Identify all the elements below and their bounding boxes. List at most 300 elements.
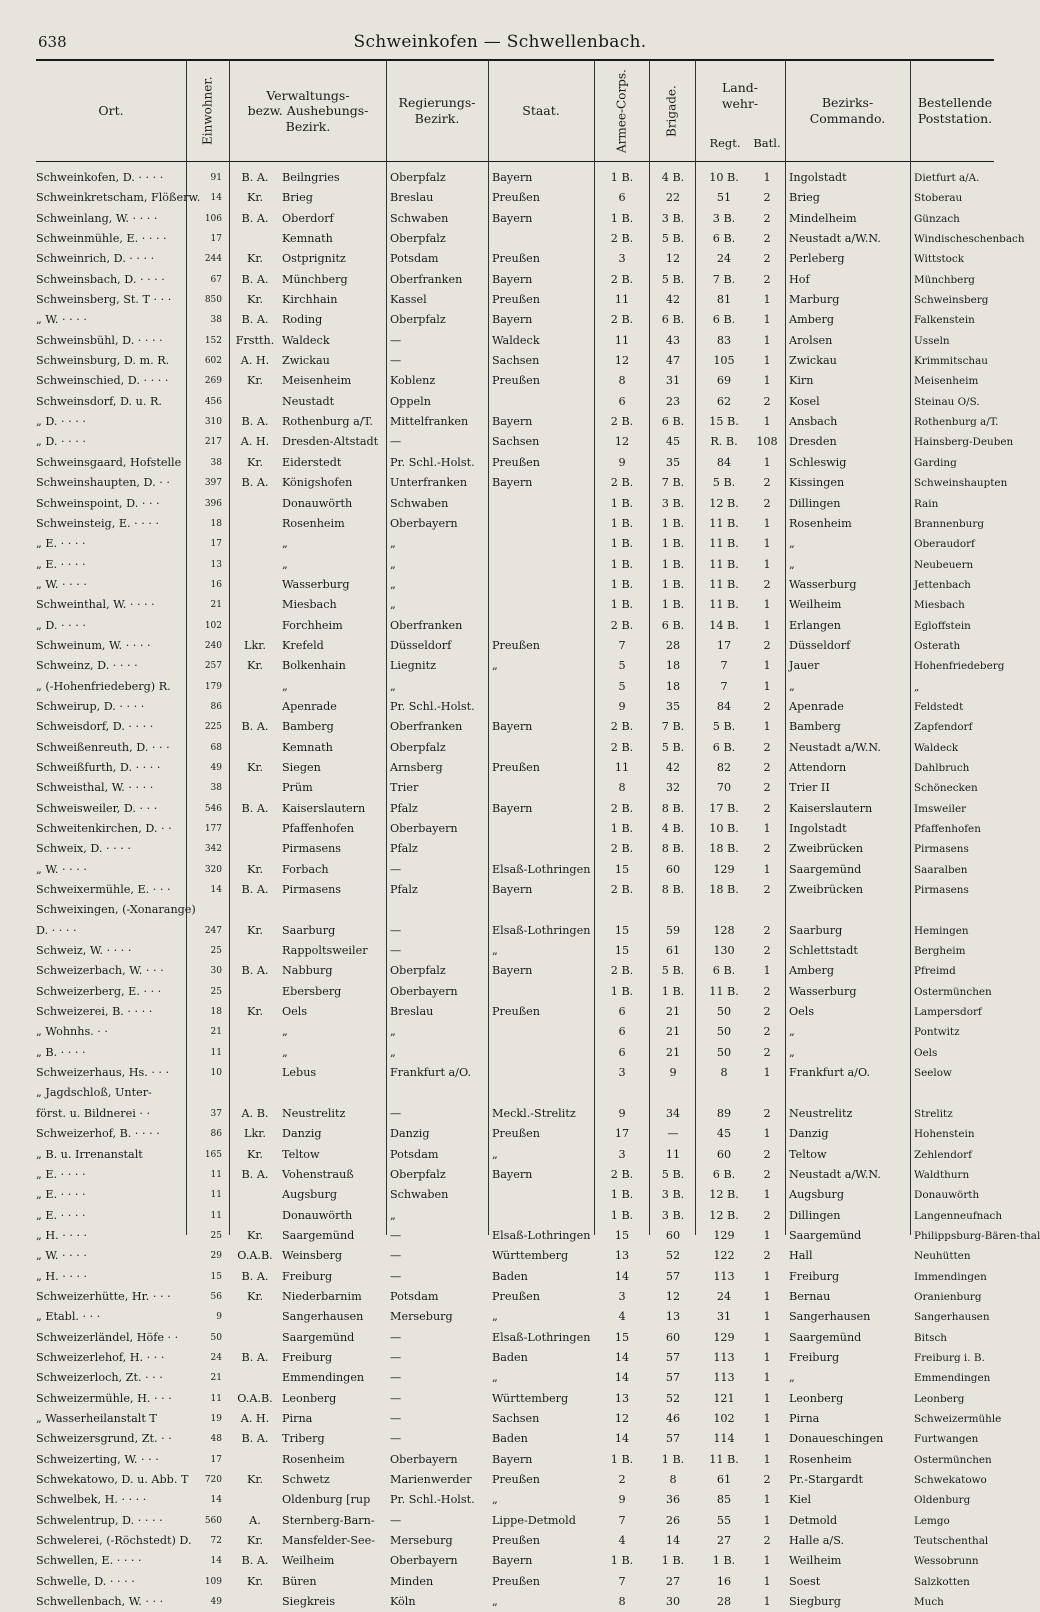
admin-district-cell: Nabburg xyxy=(282,964,333,978)
admin-district-cell: Rosenheim xyxy=(282,516,345,530)
admin-district-cell: Oberdorf xyxy=(282,211,334,225)
place-name-cell: Schweinschied, D. · · · · xyxy=(36,374,169,388)
district-command-cell: „ xyxy=(789,1371,795,1385)
table-row xyxy=(0,229,1025,249)
place-name-cell: „ D. · · · · xyxy=(36,435,86,449)
table-row xyxy=(0,1145,1000,1165)
landwehr-regiment-cell: 6 B. xyxy=(712,740,736,754)
landwehr-regiment-cell: 55 xyxy=(716,1513,732,1527)
table-row xyxy=(0,1226,1040,1246)
table-row xyxy=(0,1572,1000,1592)
place-name-cell: Schweinspoint, D. · · · xyxy=(36,496,160,510)
brigade-cell: 13 xyxy=(665,1310,681,1324)
place-name-cell: Schweinkofen, D. · · · · xyxy=(36,171,164,184)
table-row xyxy=(0,758,1000,778)
brigade-cell: 1 B. xyxy=(661,537,685,551)
landwehr-regiment-cell: 5 B. xyxy=(712,476,736,490)
brigade-cell: 21 xyxy=(665,1025,681,1039)
government-district-cell: Pfalz xyxy=(390,801,418,815)
header-bezirks-commando: Bezirks- Commando. xyxy=(809,95,886,126)
district-command-cell: Marburg xyxy=(789,293,840,307)
table-row xyxy=(0,1246,1000,1266)
admin-district-cell: Sternberg-Barn- xyxy=(282,1513,375,1527)
header-ort: Ort. xyxy=(98,103,124,119)
table-row xyxy=(0,1511,1000,1531)
district-command-cell: Brieg xyxy=(789,191,820,205)
landwehr-regiment-cell: 45 xyxy=(716,1127,732,1141)
table-row xyxy=(0,1104,1000,1124)
district-command-cell: Donaueschingen xyxy=(789,1432,884,1446)
admin-district-cell: Oldenburg [rup xyxy=(282,1493,371,1507)
table-row xyxy=(0,1409,1000,1429)
government-district-cell: — xyxy=(390,1391,402,1405)
district-command-cell: Hall xyxy=(789,1249,813,1263)
army-corps-cell: 11 xyxy=(614,333,630,347)
table-row xyxy=(0,941,1000,961)
table-row xyxy=(0,1083,1000,1103)
place-name-cell: Schwelle, D. · · · · xyxy=(36,1574,135,1588)
place-name-cell: Schweinsbühl, D. · · · · xyxy=(36,333,163,347)
landwehr-battalion-cell: 2 xyxy=(763,1534,771,1548)
brigade-cell: 57 xyxy=(665,1350,681,1364)
district-type-cell: Kr. xyxy=(246,1005,264,1019)
government-district-cell: Merseburg xyxy=(390,1534,453,1548)
table-row xyxy=(0,1165,1000,1185)
army-corps-cell: 6 xyxy=(618,394,626,408)
landwehr-battalion-cell: 2 xyxy=(763,476,771,490)
district-command-cell: Amberg xyxy=(789,313,834,327)
brigade-cell: 3 B. xyxy=(661,496,685,510)
government-district-cell: Oberpfalz xyxy=(390,740,446,754)
place-name-cell: Schwellen, E. · · · · xyxy=(36,1554,142,1568)
place-name-cell: „ Wasserheilanstalt T xyxy=(36,1411,157,1425)
district-type-cell: Kr. xyxy=(246,374,264,388)
page-number: 638 xyxy=(38,33,67,51)
district-command-cell: Erlangen xyxy=(789,618,841,632)
brigade-cell: 60 xyxy=(665,1228,681,1242)
army-corps-cell: 4 xyxy=(618,1534,626,1548)
population-cell: 72 xyxy=(210,1536,222,1547)
population-cell: 68 xyxy=(210,742,222,753)
landwehr-battalion-cell: 1 xyxy=(763,1269,771,1283)
landwehr-battalion-cell: 1 xyxy=(763,1228,771,1242)
population-cell: 18 xyxy=(210,1007,222,1018)
population-cell: 56 xyxy=(210,1291,222,1302)
brigade-cell: 28 xyxy=(665,638,681,652)
place-name-cell: Schweinz, D. · · · · xyxy=(36,659,138,673)
landwehr-regiment-cell: 14 B. xyxy=(709,618,739,632)
district-type-cell: B. A. xyxy=(241,964,269,978)
army-corps-cell: 1 B. xyxy=(610,1208,634,1222)
population-cell: 102 xyxy=(204,620,222,631)
district-command-cell: Kosel xyxy=(789,394,820,408)
population-cell: 225 xyxy=(204,722,222,733)
landwehr-battalion-cell: 1 xyxy=(763,1391,771,1405)
table-row xyxy=(0,575,1000,595)
landwehr-battalion-cell: 2 xyxy=(763,1005,771,1019)
table-row xyxy=(0,473,1008,493)
table-row xyxy=(0,697,1000,717)
landwehr-regiment-cell: 18 B. xyxy=(709,842,739,856)
landwehr-regiment-cell: 15 B. xyxy=(709,415,739,429)
government-district-cell: — xyxy=(390,1513,402,1527)
population-cell: 342 xyxy=(204,844,222,855)
post-station-cell: Egloffstein xyxy=(914,619,971,632)
table-row xyxy=(0,534,1000,554)
admin-district-cell: Kemnath xyxy=(282,232,333,246)
admin-district-cell: Münchberg xyxy=(282,272,348,286)
landwehr-battalion-cell: 1 xyxy=(763,1127,771,1141)
admin-district-cell: Brieg xyxy=(282,191,313,205)
brigade-cell: 60 xyxy=(665,862,681,876)
district-type-cell: A. B. xyxy=(241,1106,269,1120)
place-name-cell: Schweitenkirchen, D. · · xyxy=(36,822,172,835)
state-cell: „ xyxy=(492,944,498,958)
army-corps-cell: 6 xyxy=(618,191,626,205)
post-station-cell: Lemgo xyxy=(914,1514,950,1527)
landwehr-regiment-cell: 11 B. xyxy=(709,598,739,612)
landwehr-regiment-cell: 3 B. xyxy=(712,211,736,225)
admin-district-cell: Kaiserslautern xyxy=(282,801,366,815)
post-station-cell: Schweinsberg xyxy=(914,294,989,307)
army-corps-cell: 1 B. xyxy=(610,557,634,571)
army-corps-cell: 2 B. xyxy=(610,313,634,327)
header-staat: Staat. xyxy=(522,103,560,119)
brigade-cell: 3 B. xyxy=(661,211,685,225)
district-command-cell: Sangerhausen xyxy=(789,1310,871,1324)
district-command-cell: Bamberg xyxy=(789,720,841,734)
state-cell: Preußen xyxy=(492,191,541,205)
landwehr-battalion-cell: 1 xyxy=(763,964,771,978)
table-row xyxy=(0,1022,1000,1042)
post-station-cell: Pontwitz xyxy=(914,1026,960,1039)
admin-district-cell: Bamberg xyxy=(282,720,334,734)
district-command-cell: Zwickau xyxy=(789,354,837,368)
population-cell: 165 xyxy=(204,1149,222,1160)
landwehr-regiment-cell: 84 xyxy=(716,699,732,713)
government-district-cell: „ xyxy=(390,537,396,551)
brigade-cell: 1 B. xyxy=(661,598,685,612)
landwehr-regiment-cell: 83 xyxy=(716,333,732,347)
landwehr-battalion-cell: 1 xyxy=(763,822,771,835)
army-corps-cell: 17 xyxy=(614,1127,630,1141)
population-cell: 86 xyxy=(210,1129,222,1140)
population-cell: 29 xyxy=(210,1251,222,1262)
admin-district-cell: Miesbach xyxy=(282,598,337,612)
landwehr-battalion-cell: 1 xyxy=(763,333,771,347)
army-corps-cell: 13 xyxy=(614,1391,630,1405)
population-cell: 14 xyxy=(210,1556,222,1567)
post-station-cell: Seelow xyxy=(914,1067,952,1080)
brigade-cell: 5 B. xyxy=(661,272,685,286)
government-district-cell: „ xyxy=(390,1045,396,1059)
post-station-cell: Ostermünchen xyxy=(914,1453,992,1466)
army-corps-cell: 2 B. xyxy=(610,842,634,856)
post-station-cell: Krimmitschau xyxy=(914,355,988,368)
population-cell: 310 xyxy=(204,417,222,428)
district-type-cell: B. A. xyxy=(241,1554,269,1568)
landwehr-regiment-cell: 69 xyxy=(716,374,732,388)
government-district-cell: Trier xyxy=(390,781,419,795)
brigade-cell: 4 B. xyxy=(661,171,685,184)
landwehr-battalion-cell: 1 xyxy=(763,374,771,388)
army-corps-cell: 14 xyxy=(614,1269,630,1283)
table-row xyxy=(0,310,1000,330)
population-cell: 19 xyxy=(210,1413,222,1424)
landwehr-battalion-cell: 1 xyxy=(763,1493,771,1507)
population-cell: 546 xyxy=(204,803,222,814)
brigade-cell: 5 B. xyxy=(661,1167,685,1181)
district-command-cell: Siegburg xyxy=(789,1595,841,1609)
place-name-cell: Schweisdorf, D. · · · · xyxy=(36,720,154,734)
population-cell: 25 xyxy=(210,1230,222,1241)
state-cell: Baden xyxy=(492,1432,528,1446)
district-type-cell: A. H. xyxy=(240,1411,270,1425)
government-district-cell: Oberpfalz xyxy=(390,964,446,978)
population-cell: 50 xyxy=(210,1332,222,1343)
district-command-cell: Soest xyxy=(789,1574,821,1588)
army-corps-cell: 1 B. xyxy=(610,984,634,998)
post-station-cell: Wessobrunn xyxy=(914,1555,979,1568)
table-row xyxy=(0,921,1000,941)
post-station-cell: Günzach xyxy=(914,212,960,225)
landwehr-battalion-cell: 108 xyxy=(756,435,778,449)
place-name-cell: Schweix, D. · · · · xyxy=(36,842,131,856)
population-cell: 9 xyxy=(216,1312,222,1323)
place-name-cell: „ H. · · · · xyxy=(36,1228,88,1242)
admin-district-cell: Roding xyxy=(282,313,323,327)
table-row xyxy=(0,1429,1000,1449)
landwehr-regiment-cell: 11 B. xyxy=(709,1452,739,1466)
admin-district-cell: Schwetz xyxy=(282,1473,330,1486)
table-row xyxy=(0,371,1000,391)
landwehr-battalion-cell: 2 xyxy=(763,923,771,937)
brigade-cell: 57 xyxy=(665,1371,681,1385)
brigade-cell: 59 xyxy=(665,923,681,937)
table-row xyxy=(0,819,1000,839)
district-type-cell: Kr. xyxy=(246,659,264,673)
landwehr-regiment-cell: 6 B. xyxy=(712,232,736,246)
post-station-cell: Oranienburg xyxy=(914,1290,982,1303)
table-row xyxy=(0,961,1000,981)
landwehr-battalion-cell: 2 xyxy=(763,740,771,754)
place-name-cell: Schweinsburg, D. m. R. xyxy=(36,354,170,368)
district-command-cell: Attendorn xyxy=(789,760,847,774)
state-cell: Elsaß-Lothringen xyxy=(492,1228,591,1242)
table-row xyxy=(0,677,1000,697)
landwehr-regiment-cell: 7 xyxy=(720,679,728,693)
district-type-cell: Kr. xyxy=(246,1473,264,1486)
landwehr-regiment-cell: 62 xyxy=(716,394,732,408)
admin-district-cell: Eiderstedt xyxy=(282,455,342,469)
district-type-cell: Kr. xyxy=(246,191,264,205)
state-cell: Preußen xyxy=(492,455,541,469)
army-corps-cell: 14 xyxy=(614,1350,630,1364)
government-district-cell: Pr. Schl.-Holst. xyxy=(390,699,475,713)
district-type-cell: Kr. xyxy=(246,1574,264,1588)
army-corps-cell: 9 xyxy=(618,1106,626,1120)
army-corps-cell: 6 xyxy=(618,1045,626,1059)
landwehr-battalion-cell: 2 xyxy=(763,1473,771,1486)
army-corps-cell: 5 xyxy=(618,659,626,673)
brigade-cell: 1 B. xyxy=(661,577,685,591)
state-cell: „ xyxy=(492,659,498,673)
army-corps-cell: 13 xyxy=(614,1249,630,1263)
table-row xyxy=(0,880,1000,900)
district-type-cell: Kr. xyxy=(246,293,264,307)
admin-district-cell: Rosenheim xyxy=(282,1452,345,1466)
population-cell: 240 xyxy=(204,640,222,651)
place-name-cell: Schweixingen, (-Xonarange) xyxy=(36,903,196,917)
admin-district-cell: Siegen xyxy=(282,760,321,774)
table-row xyxy=(0,636,1000,656)
army-corps-cell: 2 xyxy=(618,1473,626,1486)
state-cell: „ xyxy=(492,1310,498,1324)
brigade-cell: 47 xyxy=(665,354,681,368)
landwehr-regiment-cell: 61 xyxy=(716,1473,732,1486)
district-type-cell: A. H. xyxy=(240,354,270,368)
table-row xyxy=(0,1002,1000,1022)
place-name-cell: „ Etabl. · · · xyxy=(36,1310,101,1324)
place-name-cell: Schwellenbach, W. · · · xyxy=(36,1595,164,1609)
government-district-cell: Oberpfalz xyxy=(390,171,446,184)
brigade-cell: 6 B. xyxy=(661,618,685,632)
admin-district-cell: Meisenheim xyxy=(282,374,352,388)
place-name-cell: Schweinkretscham, Flößerw. xyxy=(36,191,201,205)
district-command-cell: Mindelheim xyxy=(789,211,857,225)
admin-district-cell: Bolkenhain xyxy=(282,659,346,673)
army-corps-cell: 9 xyxy=(618,1493,626,1507)
government-district-cell: Oppeln xyxy=(390,394,431,408)
brigade-cell: 34 xyxy=(665,1106,681,1120)
government-district-cell: Oberbayern xyxy=(390,1554,458,1568)
government-district-cell: — xyxy=(390,1330,402,1344)
government-district-cell: Oberfranken xyxy=(390,618,463,632)
brigade-cell: 8 B. xyxy=(661,842,685,856)
state-cell: Preußen xyxy=(492,252,541,266)
post-station-cell: Much xyxy=(914,1596,944,1609)
district-command-cell: Bernau xyxy=(789,1289,831,1303)
admin-district-cell: „ xyxy=(282,537,288,551)
government-district-cell: „ xyxy=(390,577,396,591)
landwehr-battalion-cell: 2 xyxy=(763,1045,771,1059)
admin-district-cell: Rappoltsweiler xyxy=(282,944,368,958)
government-district-cell: Oberbayern xyxy=(390,1452,458,1466)
population-cell: 18 xyxy=(210,518,222,529)
district-command-cell: Apenrade xyxy=(789,699,844,713)
brigade-cell: 8 B. xyxy=(661,883,685,897)
admin-district-cell: Freiburg xyxy=(282,1269,333,1283)
landwehr-battalion-cell: 2 xyxy=(763,944,771,958)
brigade-cell: 3 B. xyxy=(661,1188,685,1202)
brigade-cell: 32 xyxy=(665,781,681,795)
population-cell: 396 xyxy=(204,498,222,509)
admin-district-cell: Saargemünd xyxy=(282,1228,355,1242)
brigade-cell: 43 xyxy=(665,333,681,347)
district-type-cell: Frstth. xyxy=(235,333,275,347)
post-station-cell: Strelitz xyxy=(914,1107,953,1120)
landwehr-battalion-cell: 2 xyxy=(763,842,771,856)
brigade-cell: 7 B. xyxy=(661,720,685,734)
brigade-cell: 60 xyxy=(665,1330,681,1344)
table-row xyxy=(0,1328,1000,1348)
government-district-cell: Pfalz xyxy=(390,883,418,897)
admin-district-cell: Pirmasens xyxy=(282,842,342,856)
district-command-cell: Zweibrücken xyxy=(789,842,864,856)
district-command-cell: Wasserburg xyxy=(789,984,857,998)
district-command-cell: Dillingen xyxy=(789,1208,841,1222)
district-type-cell: Kr. xyxy=(246,252,264,266)
header-poststation: Bestellende Poststation. xyxy=(917,95,993,126)
landwehr-regiment-cell: 11 B. xyxy=(709,537,739,551)
district-command-cell: Pr.-Stargardt xyxy=(789,1473,863,1486)
district-type-cell: B. A. xyxy=(241,1269,269,1283)
table-row xyxy=(0,1124,1000,1144)
table-row xyxy=(0,249,1000,269)
army-corps-cell: 15 xyxy=(614,923,630,937)
post-station-cell: Schwekatowo xyxy=(914,1474,987,1486)
place-name-cell: „ W. · · · · xyxy=(36,577,87,591)
header-brigade: Brigade. xyxy=(664,85,679,137)
landwehr-regiment-cell: 11 B. xyxy=(709,516,739,530)
state-cell: Elsaß-Lothringen xyxy=(492,923,591,937)
header-rule xyxy=(36,161,994,162)
district-command-cell: Perleberg xyxy=(789,252,845,266)
population-cell: 49 xyxy=(210,1597,222,1608)
admin-district-cell: Prüm xyxy=(282,781,313,795)
landwehr-regiment-cell: 7 B. xyxy=(712,272,736,286)
district-command-cell: Jauer xyxy=(789,659,820,673)
admin-district-cell: Wasserburg xyxy=(282,577,350,591)
landwehr-battalion-cell: 2 xyxy=(763,1147,771,1161)
brigade-cell: 5 B. xyxy=(661,232,685,246)
landwehr-regiment-cell: 10 B. xyxy=(709,822,739,835)
army-corps-cell: 3 xyxy=(618,1147,626,1161)
population-cell: 37 xyxy=(210,1108,222,1119)
header-regierung: Regierungs- Bezirk. xyxy=(398,95,476,126)
landwehr-battalion-cell: 2 xyxy=(763,577,771,591)
landwehr-battalion-cell: 1 xyxy=(763,537,771,551)
admin-district-cell: Leonberg xyxy=(282,1391,337,1405)
brigade-cell: 8 xyxy=(669,1473,677,1486)
state-cell: Bayern xyxy=(492,211,533,225)
admin-district-cell: „ xyxy=(282,557,288,571)
landwehr-regiment-cell: 24 xyxy=(716,252,732,266)
population-cell: 244 xyxy=(204,254,222,265)
district-command-cell: Saargemünd xyxy=(789,862,862,876)
post-station-cell: Oberaudorf xyxy=(914,538,975,551)
district-type-cell: B. A. xyxy=(241,415,269,429)
admin-district-cell: Königshofen xyxy=(282,476,353,490)
government-district-cell: Kassel xyxy=(390,293,427,307)
district-type-cell: B. A. xyxy=(241,883,269,897)
district-type-cell: Kr. xyxy=(246,1228,264,1242)
army-corps-cell: 2 B. xyxy=(610,964,634,978)
table-row xyxy=(0,1450,1000,1470)
place-name-cell: „ (-Hohenfriedeberg) R. xyxy=(36,679,171,693)
admin-district-cell: Vohenstrauß xyxy=(282,1167,354,1181)
post-station-cell: Hohenfriedeberg xyxy=(914,660,1005,673)
gazetteer-table xyxy=(0,168,1040,1612)
admin-district-cell: Mansfelder-See- xyxy=(282,1534,376,1548)
district-command-cell: Saargemünd xyxy=(789,1330,862,1344)
place-name-cell: Schweinsberg, St. T · · · xyxy=(36,293,172,307)
district-command-cell: Leonberg xyxy=(789,1391,844,1405)
admin-district-cell: Sangerhausen xyxy=(282,1310,364,1324)
table-row xyxy=(0,555,1000,575)
landwehr-battalion-cell: 1 xyxy=(763,557,771,571)
admin-district-cell: Krefeld xyxy=(282,638,324,652)
